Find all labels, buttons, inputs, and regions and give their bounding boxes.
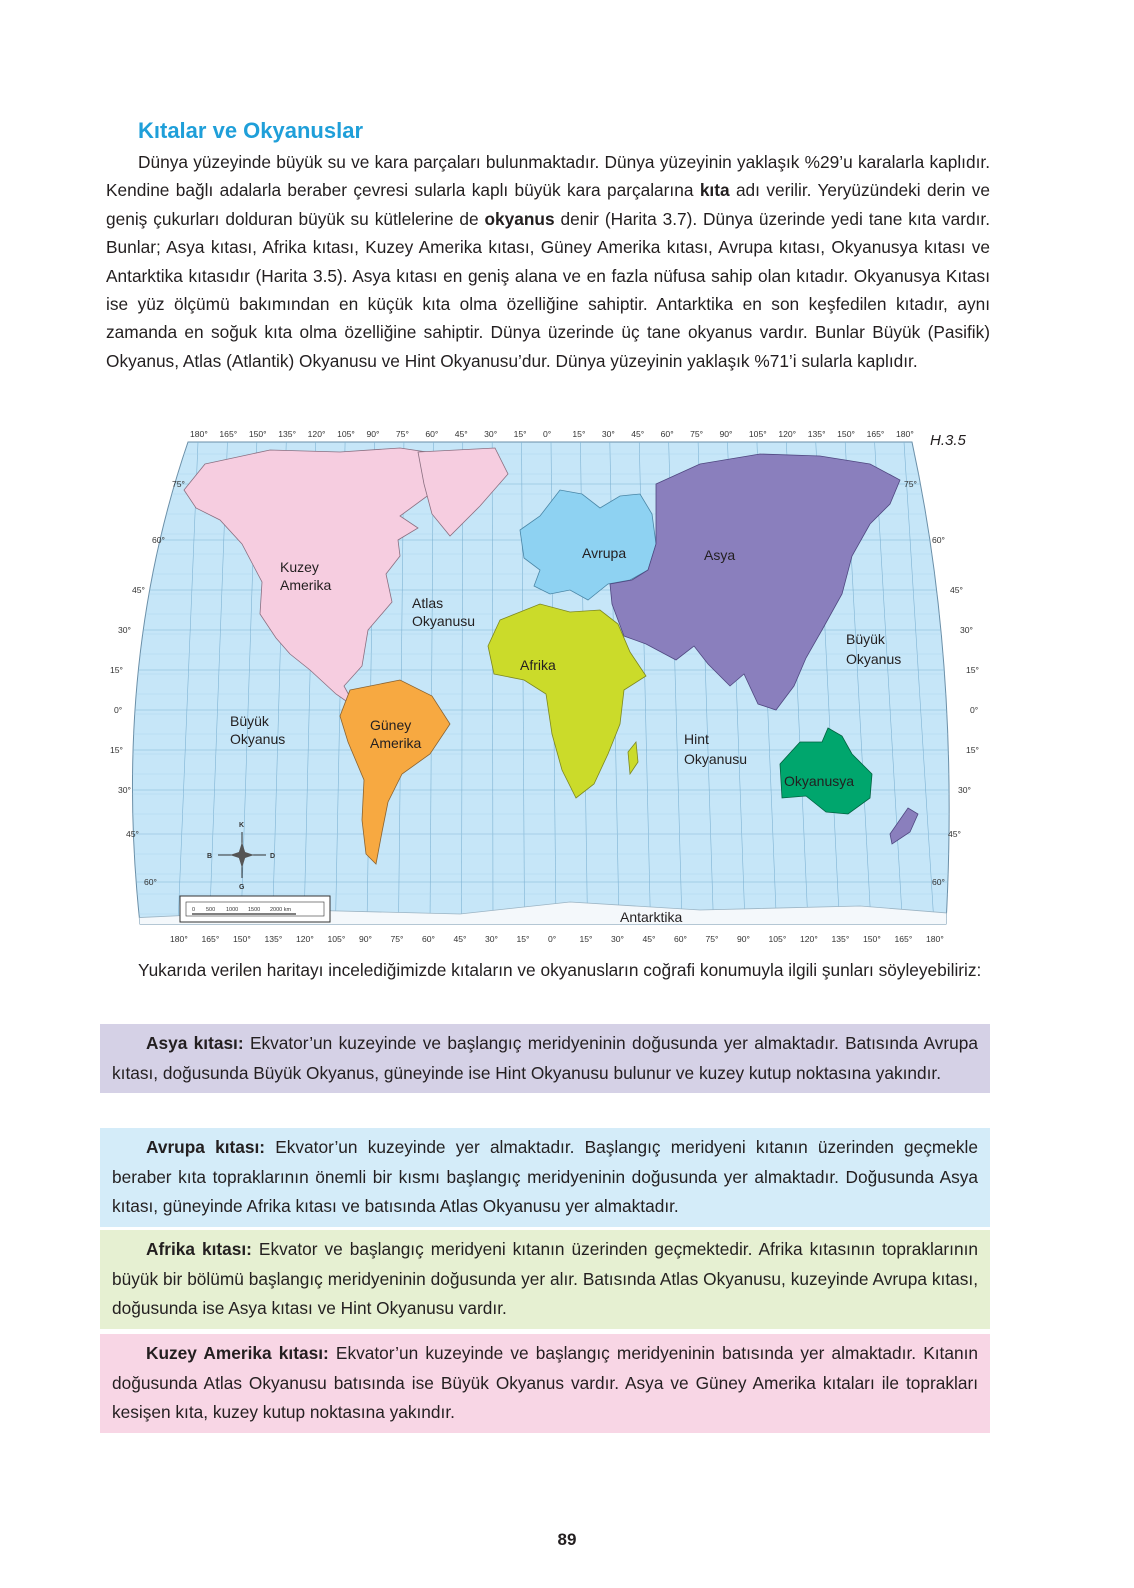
longitude-label-bottom: 30° [485,934,498,944]
longitude-label-bottom: 15° [516,934,530,944]
latitude-label-right: 15° [966,745,979,755]
label-buyuk-west-2: Okyanus [230,731,286,747]
longitude-label-bottom: 150° [863,934,881,944]
label-kuzey-amerika-1: Kuzey [280,559,319,575]
latitude-label-left: 15° [110,665,123,675]
longitude-label-bottom: 75° [705,934,719,944]
longitude-label-bottom: 135° [264,934,283,944]
longitude-label-top: 75° [690,429,704,439]
label-antarktika: Antarktika [620,909,683,925]
longitude-label-top: 90° [719,429,733,439]
latitude-label-right: 30° [958,785,971,795]
longitude-label-bottom: 90° [359,934,372,944]
page-number: 89 [557,1530,577,1549]
longitude-label-top: 105° [337,429,355,439]
label-atlas-1: Atlas [412,595,444,611]
term-avrupa: Avrupa kıtası: [146,1137,266,1157]
compass-north: K [239,822,245,829]
latitude-label-right: 15° [966,665,979,675]
longitude-label-bottom: 90° [737,934,750,944]
longitude-label-bottom: 45° [453,934,467,944]
scale-1500: 1500 [248,907,261,913]
compass-west: B [207,853,213,860]
longitude-label-top: 165° [219,429,238,439]
intro-paragraph: Dünya yüzeyinde büyük su ve kara parçaları bulunmaktadır. Dünya yüzeyinin yaklaşık %29’u karalarla kaplıdır. Kendine bağlı adalarla beraber çevresi sularla kaplı büyük kara parçalarına kıta adı verilir. Yeryüzündeki derin ve geniş çukurları dolduran büyük su kütlelerine de okyanus denir (Harita 3.7). Dünya üzerinde yedi tane kıta vardır. Bunlar; Asya kıtası, Afrika kıtası, Kuzey Amerika kıtası, Güney Amerika kıtası, Avrupa kıtası, Okyanusya kıtası ve Antarktika kıtasıdır (Harita 3.5). Asya kıtası en geniş alana ve en fazla nüfusa sahip olan kıtadır. Okyanusya Kıtası ise yüz ölçümü bakımından en küçük kıta olma özelliğine sahiptir. Antarktika en son keşfedilen kıtadır, aynı zamanda en soğuk kıta olma özelliğine sahiptir. Dünya üzerinde üç tane okyanus vardır. Bunlar Büyük (Pasifik) Okyanus, Atlas (Atlantik) Okyanusu ve Hint Okyanusu’dur. Dünya yüzeyinin yaklaşık %71’i sularla kaplıdır. [106,152,990,371]
latitude-label-right: 30° [960,625,973,635]
longitude-label-bottom: 105° [768,934,787,944]
longitude-label-bottom: 180° [170,934,188,944]
longitude-label-bottom: 15° [579,934,593,944]
longitude-label-bottom: 105° [327,934,346,944]
longitude-labels-bottom [170,934,944,944]
latitude-label-right: 60° [932,535,945,545]
label-hint-1: Hint [684,731,709,747]
term-afrika: Afrika kıtası: [146,1239,252,1259]
longitude-label-top: 135° [278,429,297,439]
latitude-label-left: 60° [144,877,157,887]
longitude-label-bottom: 120° [296,934,314,944]
longitude-label-bottom: 0° [548,934,557,944]
label-guney-amerika-2: Amerika [370,735,422,751]
latitude-label-right: 75° [904,479,917,489]
longitude-label-bottom: 165° [894,934,913,944]
label-avrupa: Avrupa [582,545,627,561]
longitude-label-top: 90° [366,429,380,439]
info-box-kuzey-amerika: Kuzey Amerika kıtası: Ekvator’un kuzeyinde ve başlangıç meridyeninin batısında yer almaktadır. Kıtanın doğusunda Atlas Okyanusu batısında ise Büyük Okyanus vardır. Asya ve Güney Amerika kıtaları ile toprakları kesişen kıta, kuzey kutup noktasına yakındır. [100,1334,990,1433]
longitude-label-top: 75° [395,429,409,439]
term-asya: Asya kıtası: [146,1033,244,1053]
world-map [100,424,980,948]
longitude-label-top: 150° [837,429,855,439]
compass-south: G [239,884,245,891]
label-buyuk-east-1: Büyük [846,631,885,647]
info-box-avrupa: Avrupa kıtası: Ekvator’un kuzeyinde yer almaktadır. Başlangıç meridyeni kıtanın üzerinden geçmekle beraber kıta topraklarının önemli bir kısmı başlangıç meridyeninin doğusunda yer almaktadır. Doğusunda Asya kıtası, güneyinde Afrika kıtası ve batısında Atlas Okyanusu yer almaktadır. [100,1128,990,1227]
figure-label: H.3.5 [930,432,966,449]
label-hint-2: Okyanusu [684,751,748,767]
longitude-label-top: 135° [807,429,826,439]
latitude-label-left: 0° [114,705,123,715]
scale-500: 500 [206,907,216,913]
scale-0: 0 [192,907,196,913]
longitude-label-top: 30° [601,429,615,439]
term-kuzey-amerika: Kuzey Amerika kıtası: [146,1343,329,1363]
longitude-label-top: 165° [866,429,885,439]
longitude-label-top: 0° [543,429,552,439]
scale-1000: 1000 [226,907,239,913]
longitude-label-top: 45° [454,429,468,439]
label-afrika: Afrika [520,657,556,673]
longitude-labels-top [190,429,914,439]
latitude-label-left: 45° [126,829,139,839]
latitude-label-right: 45° [948,829,961,839]
longitude-label-top: 180° [896,429,914,439]
longitude-label-top: 120° [778,429,797,439]
longitude-label-top: 30° [484,429,498,439]
label-asya: Asya [704,547,736,563]
latitude-label-left: 45° [132,585,145,595]
latitude-label-left: 30° [118,785,131,795]
longitude-label-top: 150° [248,429,267,439]
longitude-label-bottom: 60° [674,934,687,944]
longitude-label-bottom: 75° [390,934,404,944]
latitude-label-right: 45° [950,585,963,595]
longitude-label-bottom: 165° [201,934,220,944]
term-okyanus: okyanus [484,208,555,229]
label-kuzey-amerika-2: Amerika [280,577,332,593]
compass-east: D [270,853,276,860]
latitude-label-right: 0° [970,705,979,715]
longitude-label-bottom: 45° [642,934,656,944]
longitude-label-top: 120° [307,429,326,439]
label-buyuk-west-1: Büyük [230,713,269,729]
longitude-label-top: 60° [425,429,439,439]
scale-bar [180,896,330,922]
info-box-asya: Asya kıtası: Ekvator’un kuzeyinde ve başlangıç meridyeninin doğusunda yer almaktadır. Batısında Avrupa kıtası, doğusunda Büyük Okyanus, güneyinde ise Hint Okyanusu bulunur ve kuzey kutup noktasına yakındır. [100,1024,990,1093]
section-title: Kıtalar ve Okyanuslar [138,118,364,143]
label-okyanusya: Okyanusya [784,773,855,789]
longitude-label-top: 105° [748,429,767,439]
info-box-afrika: Afrika kıtası: Ekvator ve başlangıç meridyeni kıtanın üzerinden geçmektedir. Afrika kıtasının topraklarının büyük bir bölümü başlangıç meridyeninin doğusunda yer alır. Batısında Atlas Okyanusu, kuzeyinde Avrupa kıtası, doğusunda ise Asya kıtası ve Hint Okyanusu vardır. [100,1230,990,1329]
scale-2000: 2000 km [270,907,292,913]
longitude-label-bottom: 135° [831,934,850,944]
longitude-label-bottom: 150° [233,934,251,944]
longitude-label-bottom: 180° [926,934,944,944]
longitude-label-top: 15° [572,429,586,439]
latitude-label-right: 60° [932,877,945,887]
latitude-label-left: 60° [152,535,165,545]
latitude-label-left: 15° [110,745,123,755]
longitude-label-top: 15° [513,429,527,439]
latitude-label-left: 30° [118,625,131,635]
after-map-paragraph: Yukarıda verilen haritayı incelediğimizde kıtaların ve okyanusların coğrafi konumuyla ilgili şunları söyleyebiliriz: [138,960,982,980]
longitude-label-bottom: 30° [611,934,624,944]
label-buyuk-east-2: Okyanus [846,651,902,667]
latitude-label-left: 75° [172,479,185,489]
longitude-label-top: 60° [660,429,674,439]
label-atlas-2: Okyanusu [412,613,476,629]
label-guney-amerika-1: Güney [370,717,412,733]
longitude-label-bottom: 60° [422,934,435,944]
longitude-label-top: 45° [631,429,645,439]
term-kita: kıta [699,180,730,201]
longitude-label-bottom: 120° [800,934,818,944]
longitude-label-top: 180° [190,429,208,439]
